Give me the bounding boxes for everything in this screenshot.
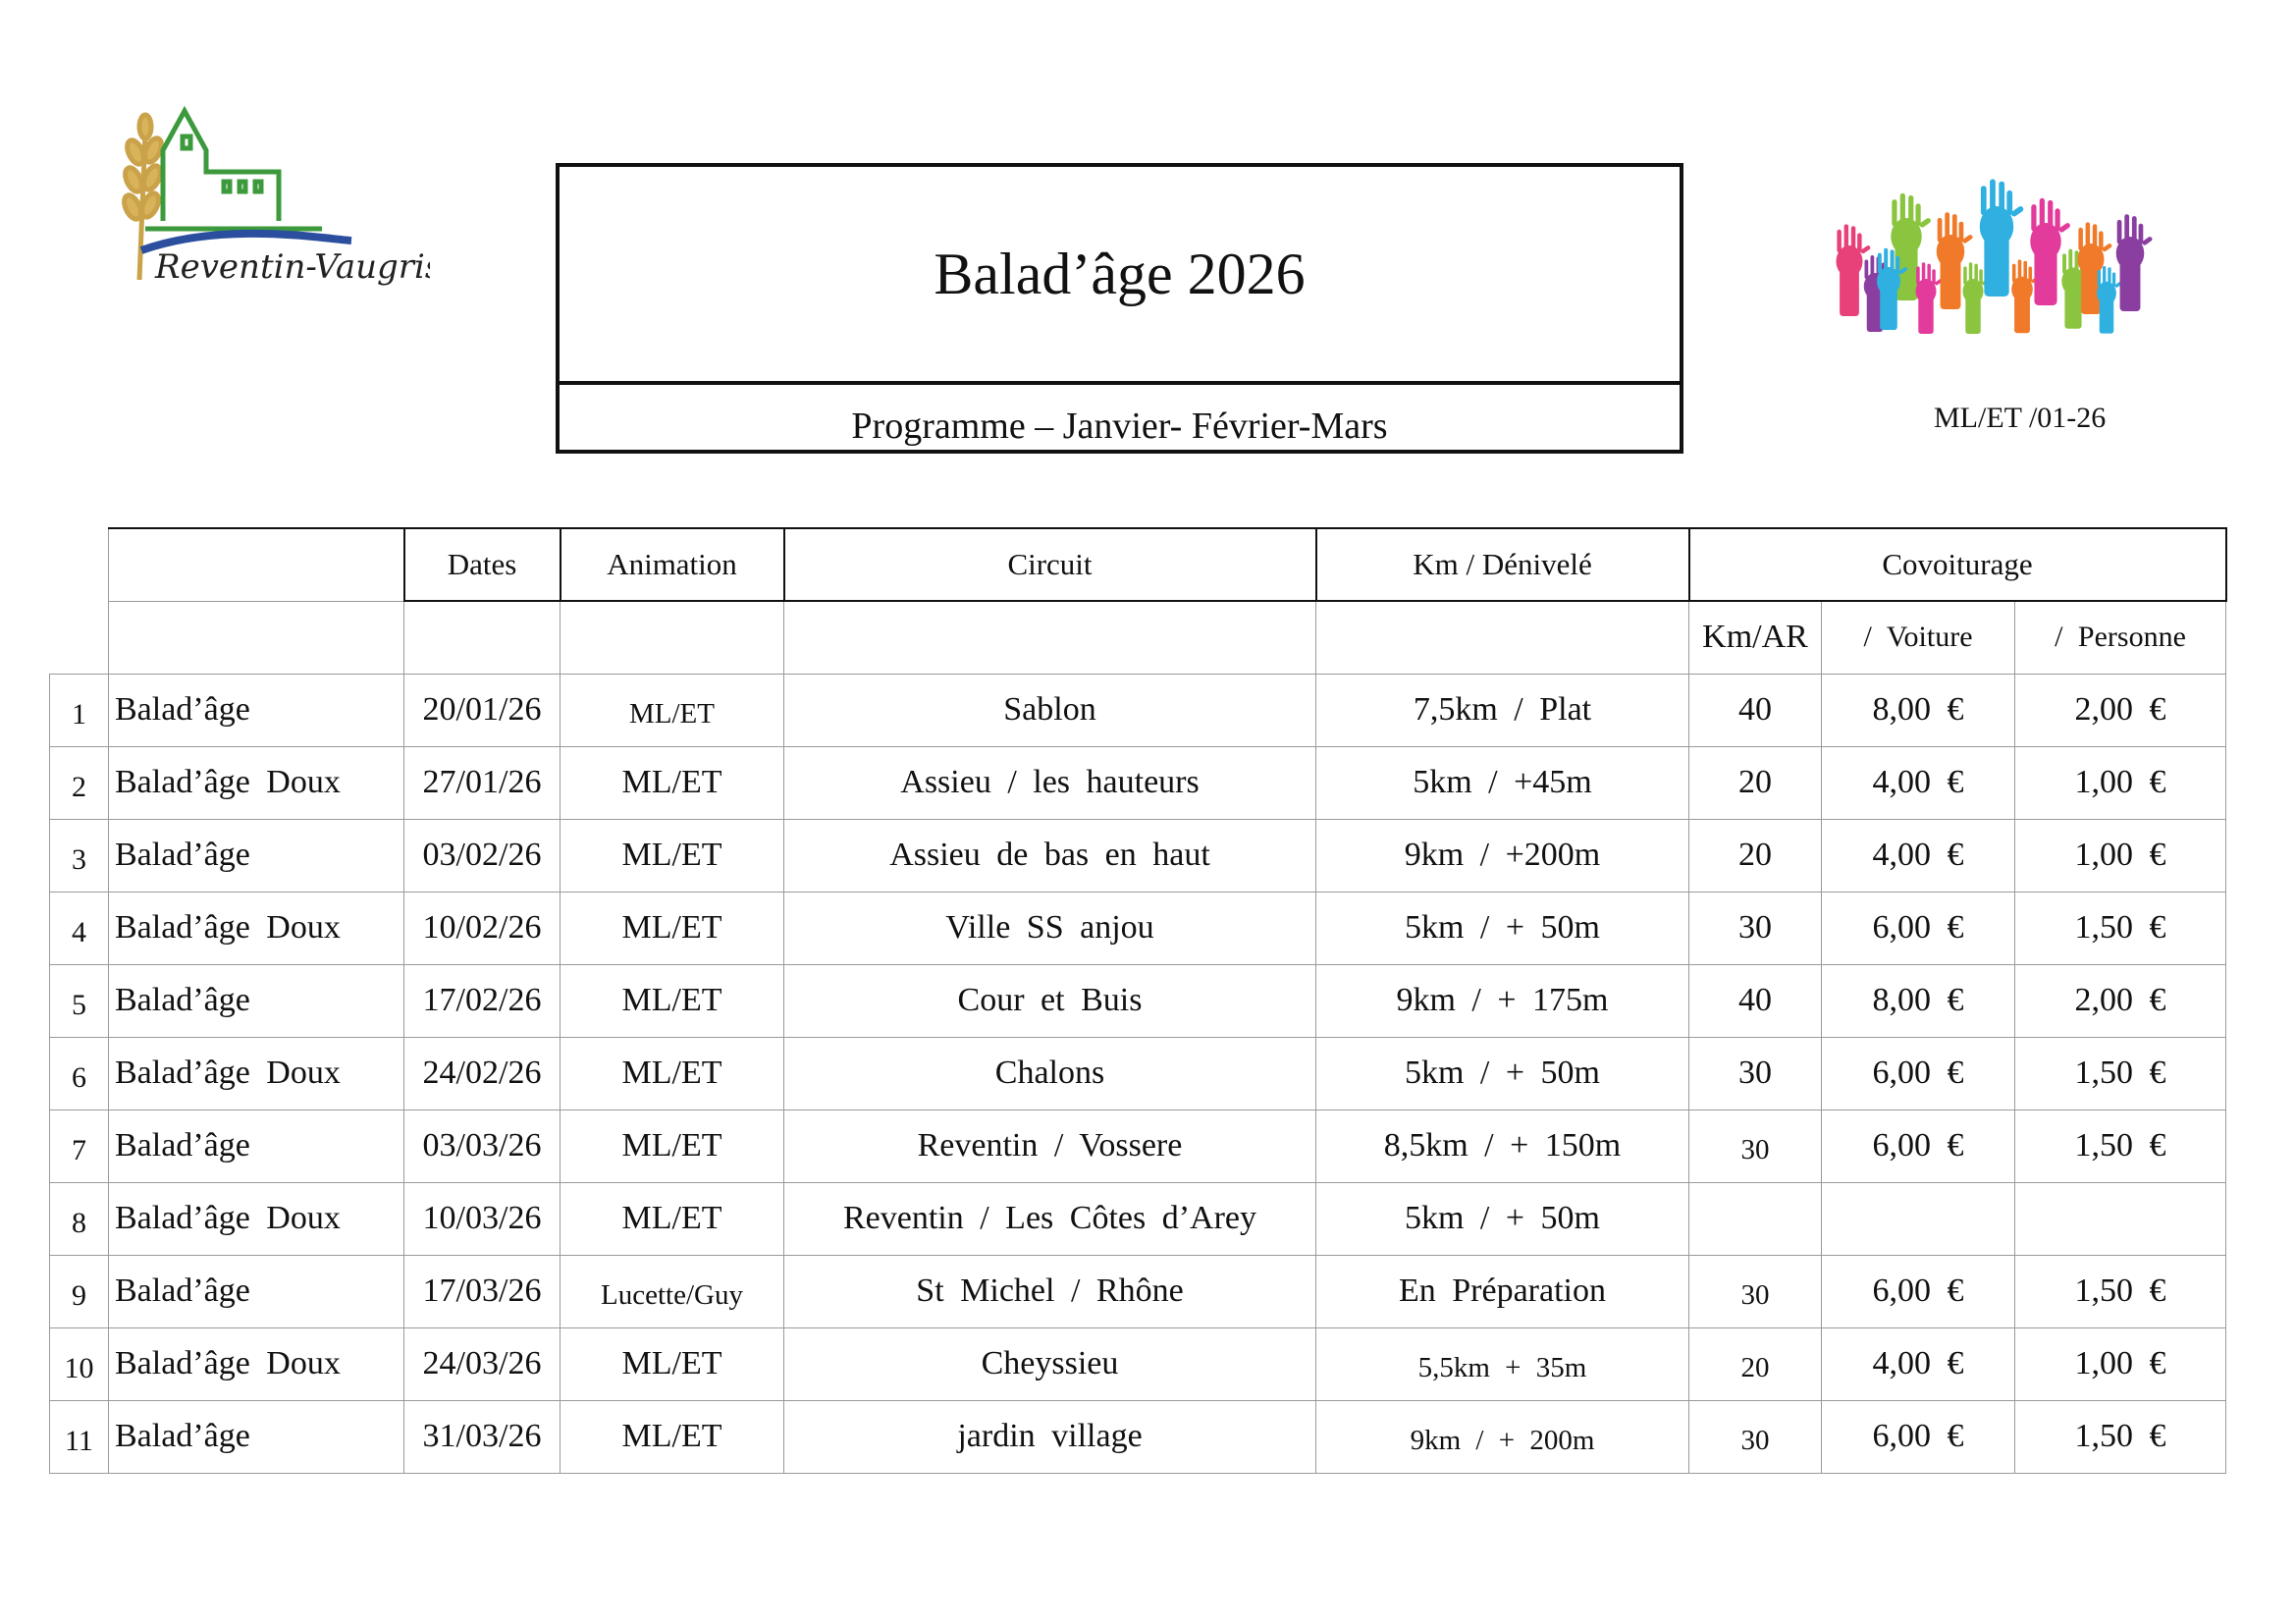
carpool-per-person: 1,00 €: [2015, 819, 2226, 892]
row-number: 3: [50, 819, 109, 892]
walk-km: 7,5km / Plat: [1316, 674, 1689, 746]
column-header-km: Km / Dénivelé: [1316, 528, 1689, 601]
walk-km: En Préparation: [1316, 1255, 1689, 1327]
walk-date: 24/02/26: [404, 1037, 561, 1110]
walk-name: Balad’âge: [109, 1255, 404, 1327]
column-header-per-person: / Personne: [2015, 601, 2226, 674]
title-box: [556, 163, 1683, 454]
carpool-km-ar: 40: [1689, 964, 1822, 1037]
carpool-km-ar: [1689, 1182, 1822, 1255]
walk-animation: ML/ET: [561, 1327, 784, 1400]
walk-animation: ML/ET: [561, 746, 784, 819]
walk-circuit: Sablon: [784, 674, 1316, 746]
carpool-per-car: 6,00 €: [1822, 1400, 2015, 1473]
walk-km: 5km / + 50m: [1316, 1037, 1689, 1110]
column-header-dates: Dates: [404, 528, 561, 601]
carpool-per-person: 1,50 €: [2015, 892, 2226, 964]
walk-animation: ML/ET: [561, 892, 784, 964]
row-number: 1: [50, 674, 109, 746]
walk-km: 5km / + 50m: [1316, 1182, 1689, 1255]
raised-hands-logo: [1828, 145, 2162, 337]
subheader-empty-cell: [404, 601, 561, 674]
walk-name: Balad’âge: [109, 819, 404, 892]
carpool-km-ar: 30: [1689, 892, 1822, 964]
walk-name: Balad’âge: [109, 674, 404, 746]
carpool-per-car: [1822, 1182, 2015, 1255]
walk-name: Balad’âge Doux: [109, 1182, 404, 1255]
table-row: [50, 964, 2226, 1037]
walk-km: 5,5km + 35m: [1316, 1327, 1689, 1400]
walk-km: 5km / +45m: [1316, 746, 1689, 819]
walk-circuit: Assieu / les hauteurs: [784, 746, 1316, 819]
walk-date: 24/03/26: [404, 1327, 561, 1400]
carpool-per-car: 8,00 €: [1822, 674, 2015, 746]
row-number: 4: [50, 892, 109, 964]
walk-animation: ML/ET: [561, 1110, 784, 1182]
walk-date: 10/02/26: [404, 892, 561, 964]
walk-circuit: Assieu de bas en haut: [784, 819, 1316, 892]
walk-name: Balad’âge: [109, 1110, 404, 1182]
carpool-per-car: 4,00 €: [1822, 819, 2015, 892]
carpool-km-ar: 40: [1689, 674, 1822, 746]
reventin-vaugris-logo: [106, 103, 430, 290]
walk-circuit: St Michel / Rhône: [784, 1255, 1316, 1327]
walk-name: Balad’âge Doux: [109, 746, 404, 819]
logo-text: Reventin-Vaugris: [155, 247, 430, 287]
walk-name: Balad’âge Doux: [109, 1037, 404, 1110]
table-row: [50, 1327, 2226, 1400]
walk-date: 17/02/26: [404, 964, 561, 1037]
table-row: [50, 1037, 2226, 1110]
subheader-empty-cell: [561, 601, 784, 674]
walk-animation: ML/ET: [561, 674, 784, 746]
table-row: [50, 674, 2226, 746]
subheader-empty-cell: [109, 601, 404, 674]
carpool-km-ar: 30: [1689, 1255, 1822, 1327]
carpool-per-person: 2,00 €: [2015, 674, 2226, 746]
walk-name: Balad’âge: [109, 964, 404, 1037]
walk-km: 8,5km / + 150m: [1316, 1110, 1689, 1182]
walk-circuit: Reventin / Vossere: [784, 1110, 1316, 1182]
walk-date: 03/02/26: [404, 819, 561, 892]
carpool-per-person: 1,50 €: [2015, 1037, 2226, 1110]
column-header-animation: Animation: [561, 528, 784, 601]
carpool-km-ar: 30: [1689, 1110, 1822, 1182]
table-row: [50, 892, 2226, 964]
page-title: Balad’âge 2026: [560, 167, 1680, 385]
row-number: 6: [50, 1037, 109, 1110]
walk-km: 9km / + 200m: [1316, 1400, 1689, 1473]
walk-animation: ML/ET: [561, 1037, 784, 1110]
walk-date: 27/01/26: [404, 746, 561, 819]
walk-animation: ML/ET: [561, 1182, 784, 1255]
table-row: [50, 1255, 2226, 1327]
column-header-per-car: / Voiture: [1822, 601, 2015, 674]
walk-animation: Lucette/Guy: [561, 1255, 784, 1327]
row-number: 5: [50, 964, 109, 1037]
carpool-per-person: 1,00 €: [2015, 746, 2226, 819]
walk-name: Balad’âge Doux: [109, 892, 404, 964]
walk-circuit: Ville SS anjou: [784, 892, 1316, 964]
walk-animation: ML/ET: [561, 819, 784, 892]
raised-hands-icon: [1828, 145, 2162, 337]
row-number: 9: [50, 1255, 109, 1327]
carpool-per-car: 6,00 €: [1822, 1110, 2015, 1182]
table-subheader-row: [50, 601, 2226, 674]
walk-circuit: Cour et Buis: [784, 964, 1316, 1037]
carpool-per-car: 6,00 €: [1822, 892, 2015, 964]
walk-km: 9km / + 175m: [1316, 964, 1689, 1037]
carpool-per-car: 8,00 €: [1822, 964, 2015, 1037]
table-row: [50, 1182, 2226, 1255]
column-header-covoiturage: Covoiturage: [1689, 528, 2226, 601]
table-row: [50, 819, 2226, 892]
column-header-circuit: Circuit: [784, 528, 1316, 601]
subheader-empty-cell: [784, 601, 1316, 674]
header-empty-cell: [109, 528, 404, 601]
walk-date: 10/03/26: [404, 1182, 561, 1255]
carpool-per-person: 1,50 €: [2015, 1400, 2226, 1473]
carpool-per-person: 2,00 €: [2015, 964, 2226, 1037]
walk-circuit: Reventin / Les Côtes d’Arey: [784, 1182, 1316, 1255]
carpool-per-person: 1,50 €: [2015, 1255, 2226, 1327]
carpool-per-car: 6,00 €: [1822, 1037, 2015, 1110]
walk-circuit: Cheyssieu: [784, 1327, 1316, 1400]
carpool-km-ar: 20: [1689, 819, 1822, 892]
carpool-km-ar: 30: [1689, 1400, 1822, 1473]
walk-circuit: jardin village: [784, 1400, 1316, 1473]
column-header-km-ar: Km/AR: [1689, 601, 1822, 674]
walk-date: 03/03/26: [404, 1110, 561, 1182]
walk-animation: ML/ET: [561, 1400, 784, 1473]
carpool-per-person: 1,00 €: [2015, 1327, 2226, 1400]
subheader-empty-cell: [50, 601, 109, 674]
table-row: [50, 1400, 2226, 1473]
carpool-per-car: 4,00 €: [1822, 746, 2015, 819]
walk-date: 31/03/26: [404, 1400, 561, 1473]
walk-date: 20/01/26: [404, 674, 561, 746]
row-number: 2: [50, 746, 109, 819]
table-row: [50, 746, 2226, 819]
row-number: 10: [50, 1327, 109, 1400]
walk-km: 9km / +200m: [1316, 819, 1689, 892]
carpool-km-ar: 30: [1689, 1037, 1822, 1110]
page-subtitle: Programme – Janvier- Février-Mars: [851, 406, 1388, 447]
carpool-per-car: 4,00 €: [1822, 1327, 2015, 1400]
walk-animation: ML/ET: [561, 964, 784, 1037]
row-number: 7: [50, 1110, 109, 1182]
carpool-per-person: [2015, 1182, 2226, 1255]
village-logo-icon: [106, 103, 430, 290]
carpool-per-car: 6,00 €: [1822, 1255, 2015, 1327]
programme-table: [49, 527, 2227, 1474]
table-header-row: [50, 528, 2226, 601]
walk-km: 5km / + 50m: [1316, 892, 1689, 964]
table-row: [50, 1110, 2226, 1182]
row-number: 8: [50, 1182, 109, 1255]
walk-name: Balad’âge Doux: [109, 1327, 404, 1400]
walk-date: 17/03/26: [404, 1255, 561, 1327]
walk-circuit: Chalons: [784, 1037, 1316, 1110]
header-empty-cell: [50, 528, 109, 601]
carpool-km-ar: 20: [1689, 1327, 1822, 1400]
carpool-km-ar: 20: [1689, 746, 1822, 819]
subheader-empty-cell: [1316, 601, 1689, 674]
reference-code: ML/ET /01-26: [1934, 402, 2107, 434]
walk-name: Balad’âge: [109, 1400, 404, 1473]
row-number: 11: [50, 1400, 109, 1473]
carpool-per-person: 1,50 €: [2015, 1110, 2226, 1182]
